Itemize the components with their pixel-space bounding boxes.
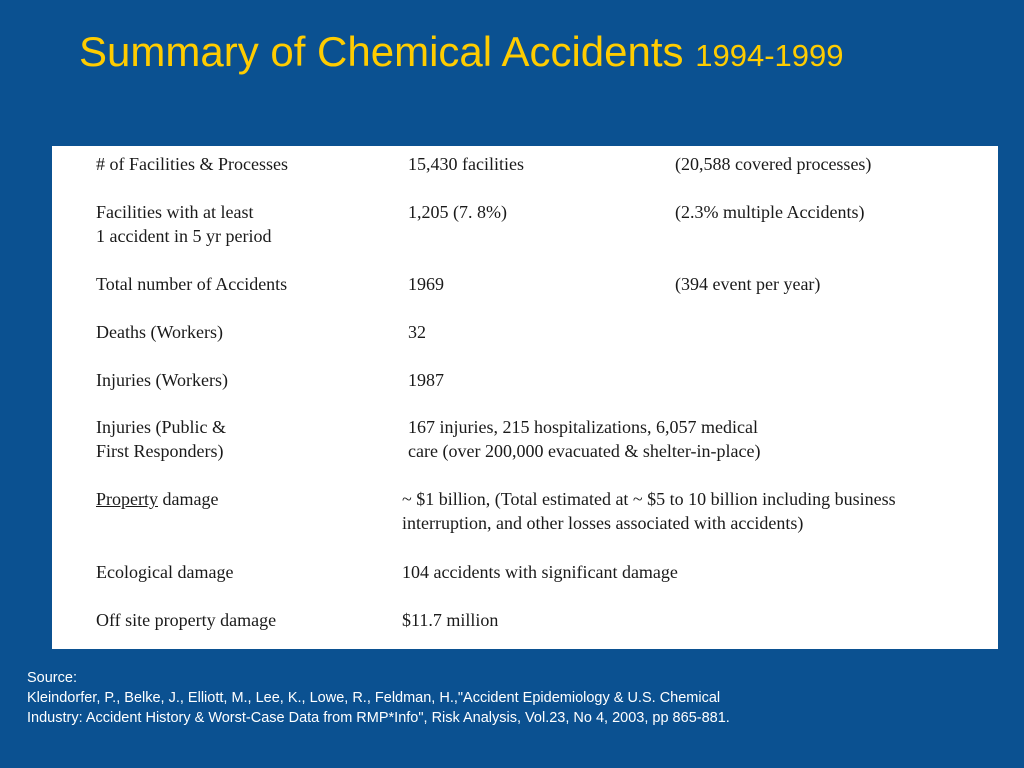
row-offsite-damage-label: Off site property damage	[96, 610, 277, 630]
row-total-accidents-label: Total number of Accidents	[96, 274, 288, 294]
row-property-damage-value-line2: interruption, and other losses associated with accidents)	[402, 513, 804, 533]
title-years: 1994-1999	[695, 38, 844, 73]
row-total-accidents-note: (394 event per year)	[675, 274, 821, 294]
source-line1: Kleindorfer, P., Belke, J., Elliott, M., Lee, K., Lowe, R., Feldman, H.,"Accident Epidemiology & U.S. Chemical	[27, 690, 721, 706]
row-injuries-workers-label: Injuries (Workers)	[96, 370, 229, 390]
page-title	[79, 26, 843, 82]
row-ecological-damage-value: 104 accidents with significant damage	[402, 562, 678, 582]
title-main: Summary of Chemical Accidents	[79, 28, 684, 75]
row-property-damage-label-underlined: Property	[96, 489, 158, 509]
row-injuries-public-value-line1: 167 injuries, 215 hospitalizations, 6,057 medical	[408, 417, 758, 437]
row-total-accidents-value: 1969	[408, 274, 444, 294]
row-facilities-accident-label	[96, 200, 271, 248]
row-property-damage-label	[96, 487, 218, 511]
source-heading: Source:	[27, 670, 77, 686]
row-injuries-public-value-line2: care (over 200,000 evacuated & shelter-in-place)	[408, 441, 761, 461]
row-injuries-public-label-line1: Injuries (Public &	[96, 417, 226, 437]
row-deaths-value: 32	[408, 322, 426, 342]
row-facilities-accident-value: 1,205 (7. 8%)	[408, 202, 507, 222]
row-facilities-accident-label-line2: 1 accident in 5 yr period	[96, 226, 272, 246]
row-injuries-public-value	[408, 415, 760, 463]
row-injuries-workers-value: 1987	[408, 370, 444, 390]
row-facilities-label: # of Facilities & Processes	[96, 154, 288, 174]
row-facilities-value: 15,430 facilities	[408, 154, 524, 174]
row-property-damage-label-rest: damage	[158, 489, 219, 509]
row-property-damage-value-line1: ~ $1 billion, (Total estimated at ~ $5 to 10 billion including business	[402, 489, 896, 509]
row-injuries-public-label	[96, 415, 226, 463]
source-line2: Industry: Accident History & Worst-Case Data from RMP*Info", Risk Analysis, Vol.23, No 4, 2003, pp 865-881.	[27, 710, 730, 726]
row-deaths-label: Deaths (Workers)	[96, 322, 224, 342]
row-facilities-accident-label-line1: Facilities with at least	[96, 202, 254, 222]
row-injuries-public-label-line2: First Responders)	[96, 441, 224, 461]
summary-table	[52, 146, 998, 649]
row-offsite-damage-value: $11.7 million	[402, 610, 499, 630]
row-facilities-accident-note: (2.3% multiple Accidents)	[675, 202, 865, 222]
row-ecological-damage-label: Ecological damage	[96, 562, 234, 582]
row-facilities-note: (20,588 covered processes)	[675, 154, 872, 174]
row-property-damage-value	[402, 487, 896, 535]
source-citation	[27, 668, 730, 728]
